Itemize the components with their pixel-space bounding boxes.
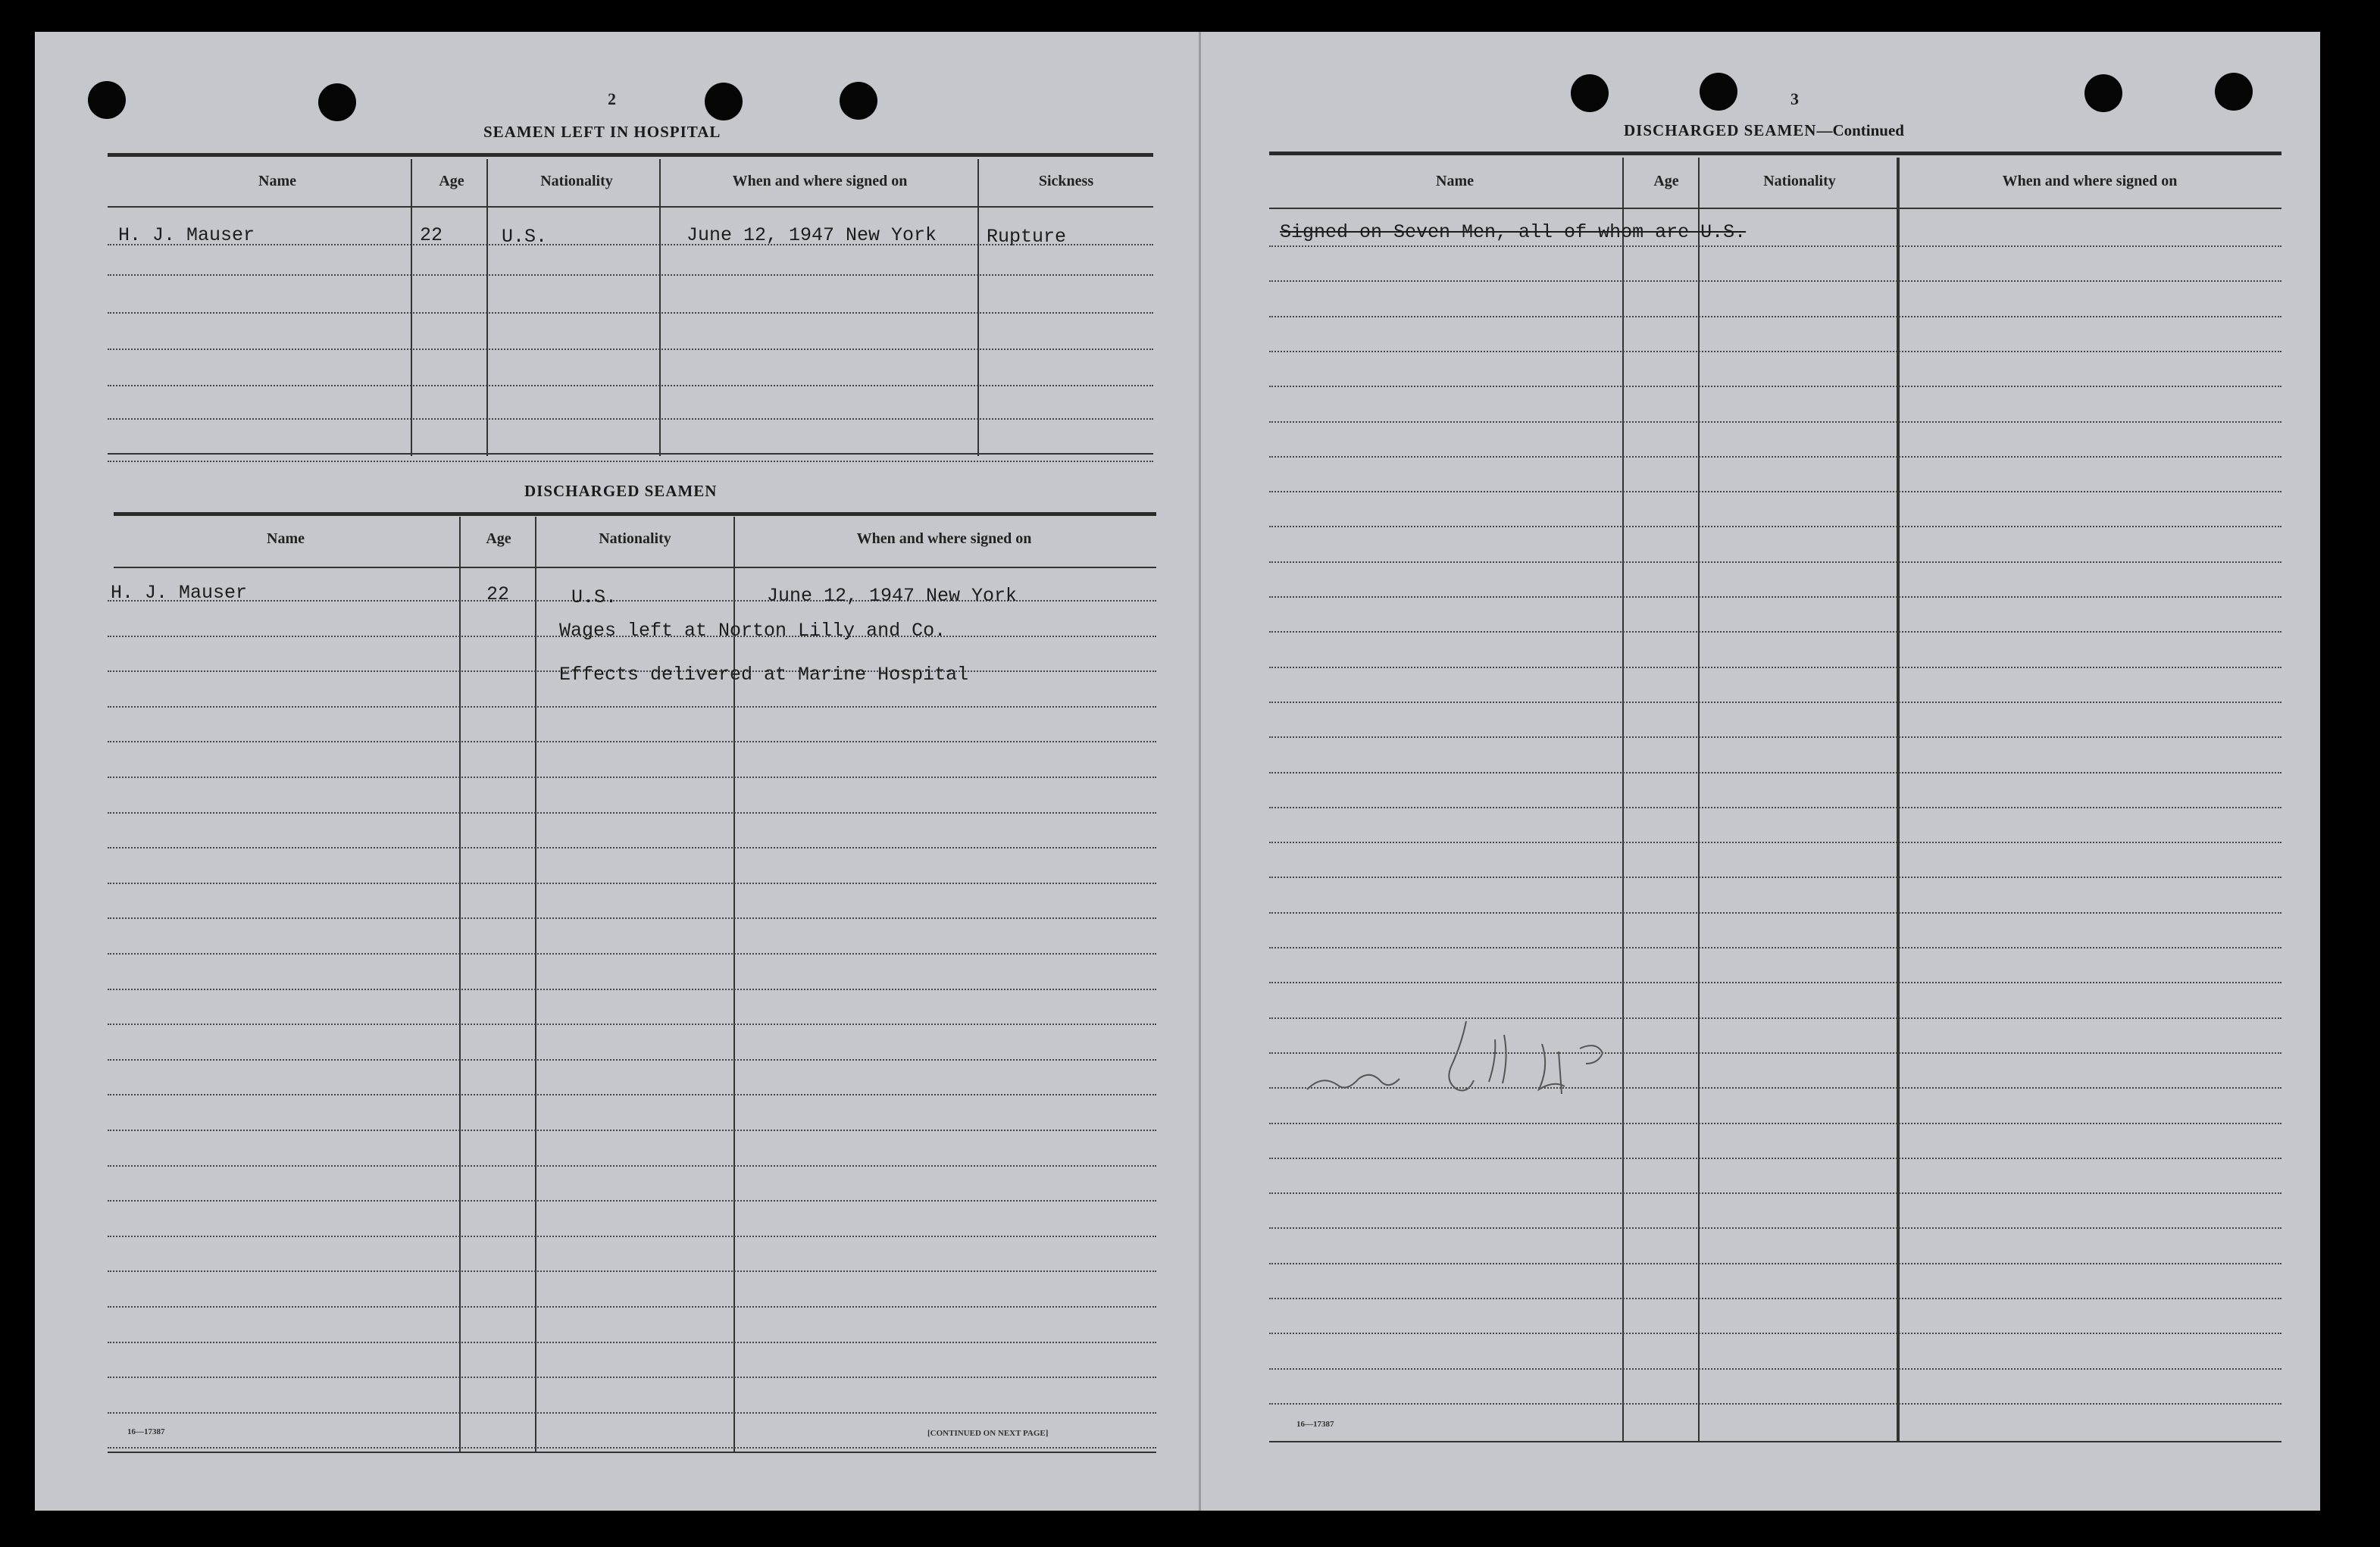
ruled-line — [108, 812, 1156, 814]
punch-hole — [2084, 74, 2122, 112]
punch-hole — [840, 82, 877, 120]
discharged-section-title: DISCHARGED SEAMEN — [524, 482, 718, 500]
ruled-line — [1269, 421, 2281, 423]
punch-hole — [318, 83, 356, 121]
effects-note: Effects delivered at Marine Hospital — [559, 664, 969, 686]
ruled-line — [108, 1270, 1156, 1272]
discharged-continued-title: DISCHARGED SEAMEN—Continued — [1624, 121, 1904, 139]
form-code: 16—17387 — [127, 1427, 165, 1436]
hospital-nationality: U.S. — [502, 226, 548, 248]
ruled-line — [108, 1200, 1156, 1202]
ruled-line — [1269, 245, 2281, 247]
continued-note: [CONTINUED ON NEXT PAGE] — [927, 1429, 1049, 1438]
ruled-line — [108, 777, 1156, 778]
col-name: Name — [267, 530, 305, 547]
ruled-line — [1269, 561, 2281, 563]
ruled-line — [1269, 526, 2281, 527]
ruled-line — [1269, 736, 2281, 738]
page-number: 3 — [1790, 89, 1799, 108]
col-age: Age — [439, 173, 464, 189]
hospital-signed-on: June 12, 1947 New York — [686, 224, 937, 246]
punch-hole — [2215, 73, 2253, 111]
ruled-line — [108, 1094, 1156, 1095]
ruled-line — [108, 706, 1156, 708]
ruled-line — [1269, 1263, 2281, 1264]
ruled-line — [1269, 1368, 2281, 1370]
ruled-line — [108, 1342, 1156, 1343]
ruled-line — [1269, 1333, 2281, 1334]
col-name: Name — [258, 173, 296, 189]
col-nationality: Nationality — [540, 173, 613, 189]
col-sickness: Sickness — [1038, 173, 1094, 189]
hospital-section-title: SEAMEN LEFT IN HOSPITAL — [483, 123, 721, 141]
ruled-line — [1269, 807, 2281, 808]
form-code: 16—17387 — [1296, 1420, 1334, 1429]
ruled-line — [1269, 842, 2281, 843]
ruled-line — [1269, 456, 2281, 458]
ruled-line — [108, 1024, 1156, 1025]
ruled-line — [108, 1412, 1156, 1414]
ruled-line — [1269, 877, 2281, 878]
ruled-line — [108, 1059, 1156, 1061]
page-number: 2 — [608, 89, 616, 108]
ruled-line — [1269, 912, 2281, 914]
col-name: Name — [1436, 173, 1474, 189]
col-age: Age — [486, 530, 511, 547]
col-nationality: Nationality — [1763, 173, 1836, 189]
ruled-line — [1269, 1192, 2281, 1194]
punch-hole — [88, 81, 126, 119]
ruled-line — [1269, 1298, 2281, 1299]
ruled-line — [108, 953, 1156, 955]
ruled-line — [1269, 1403, 2281, 1405]
ruled-line — [1269, 386, 2281, 387]
left-page — [35, 32, 1199, 1511]
ruled-line — [108, 741, 1156, 742]
col-signed-on: When and where signed on — [856, 530, 1032, 547]
col-nationality: Nationality — [599, 530, 671, 547]
hospital-age: 22 — [420, 224, 443, 246]
ruled-line — [1269, 702, 2281, 703]
punch-hole — [1700, 73, 1737, 111]
ruled-line — [1269, 1227, 2281, 1229]
col-signed-on: When and where signed on — [2002, 173, 2178, 189]
hospital-name: H. J. Mauser — [118, 224, 255, 246]
ruled-line — [1269, 596, 2281, 598]
hospital-sickness: Rupture — [987, 226, 1067, 248]
ruled-line — [1269, 351, 2281, 352]
punch-hole — [1571, 74, 1609, 112]
ruled-line — [108, 1306, 1156, 1308]
ruled-line — [1269, 316, 2281, 317]
discharged-nationality: U.S. — [571, 586, 618, 608]
ruled-line — [108, 917, 1156, 919]
ruled-line — [1269, 631, 2281, 633]
discharged-age: 22 — [486, 583, 510, 605]
signed-on-typed-line: Signed on Seven Men, all of whom are U.S. — [1280, 221, 1747, 243]
ruled-line — [1269, 772, 2281, 774]
ruled-line — [108, 1130, 1156, 1131]
discharged-signed-on: June 12, 1947 New York — [767, 585, 1018, 607]
punch-hole — [705, 83, 743, 120]
ruled-line — [108, 1165, 1156, 1167]
ruled-line — [108, 989, 1156, 990]
ruled-line — [1269, 1158, 2281, 1159]
col-signed-on: When and where signed on — [732, 173, 908, 189]
ruled-line — [1269, 491, 2281, 492]
right-page — [1199, 32, 2320, 1511]
ruled-line — [1269, 947, 2281, 949]
ruled-line — [108, 1447, 1156, 1449]
col-age: Age — [1653, 173, 1679, 189]
wages-note: Wages left at Norton Lilly and Co. — [559, 620, 946, 642]
ruled-line — [108, 847, 1156, 849]
discharged-name: H. J. Mauser — [111, 582, 248, 604]
ruled-line — [108, 1377, 1156, 1378]
ruled-line — [108, 883, 1156, 884]
ruled-line — [108, 1236, 1156, 1237]
handwritten-signature — [1292, 976, 1701, 1127]
ruled-line — [1269, 280, 2281, 282]
ruled-line — [1269, 667, 2281, 668]
